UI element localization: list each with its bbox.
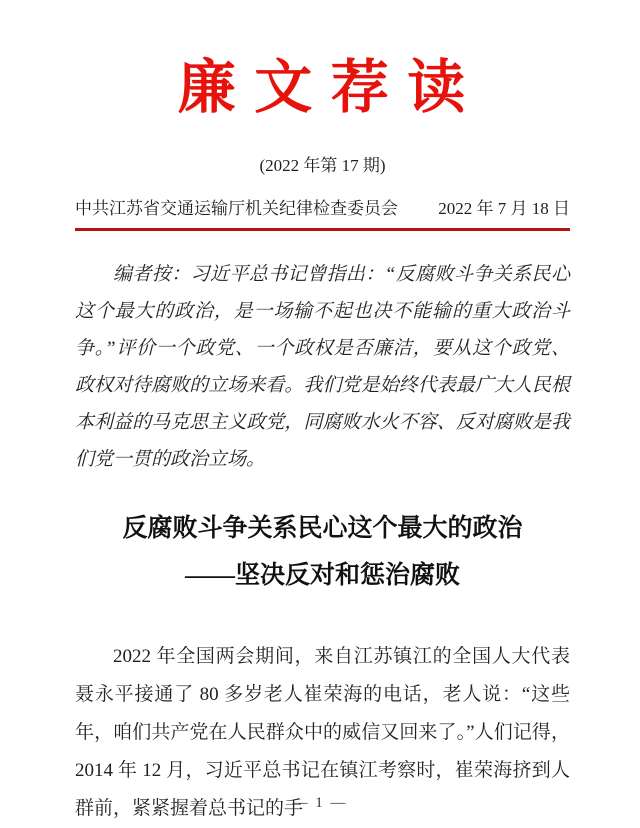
issue-number: (2022 年第 17 期) bbox=[259, 156, 386, 176]
publish-date: 2022 年 7 月 18 日 bbox=[438, 199, 570, 219]
article-body-paragraph: 2022 年全国两会期间，来自江苏镇江的全国人大代表聂永平接通了 80 多岁老人崔荣海的电话，老人说：“这些年，咱们共产党在人民群众中的威信又回来了。”人们记得，2014 年 12 月，习近平总书记在镇江考察时，崔荣海挤到人群前，紧紧握着总书记的手 bbox=[75, 646, 570, 820]
article-title bbox=[75, 514, 570, 591]
publisher-name: 中共江苏省交通运输厅机关纪律检查委员会 bbox=[75, 199, 398, 219]
publisher-date-line bbox=[75, 194, 570, 231]
masthead-title: 廉 文 荐 读 bbox=[177, 55, 468, 120]
article-title-line2: ——坚决反对和惩治腐败 bbox=[184, 562, 460, 590]
article-title-line1: 反腐败斗争关系民心这个最大的政治 bbox=[122, 515, 523, 543]
page-number: — 1 — bbox=[292, 795, 348, 811]
editor-note: 编者按：习近平总书记曾指出：“反腐败斗争关系民心这个最大的政治，是一场输不起也决不能输的重大政治斗争。”评价一个政党、一个政权是否廉洁，要从这个政党、政权对待腐败的立场来看。我们党是始终代表最广大人民根本利益的马克思主义政党，同腐败水火不容、反对腐败是我们党一贯的政治立场。 bbox=[75, 264, 570, 471]
